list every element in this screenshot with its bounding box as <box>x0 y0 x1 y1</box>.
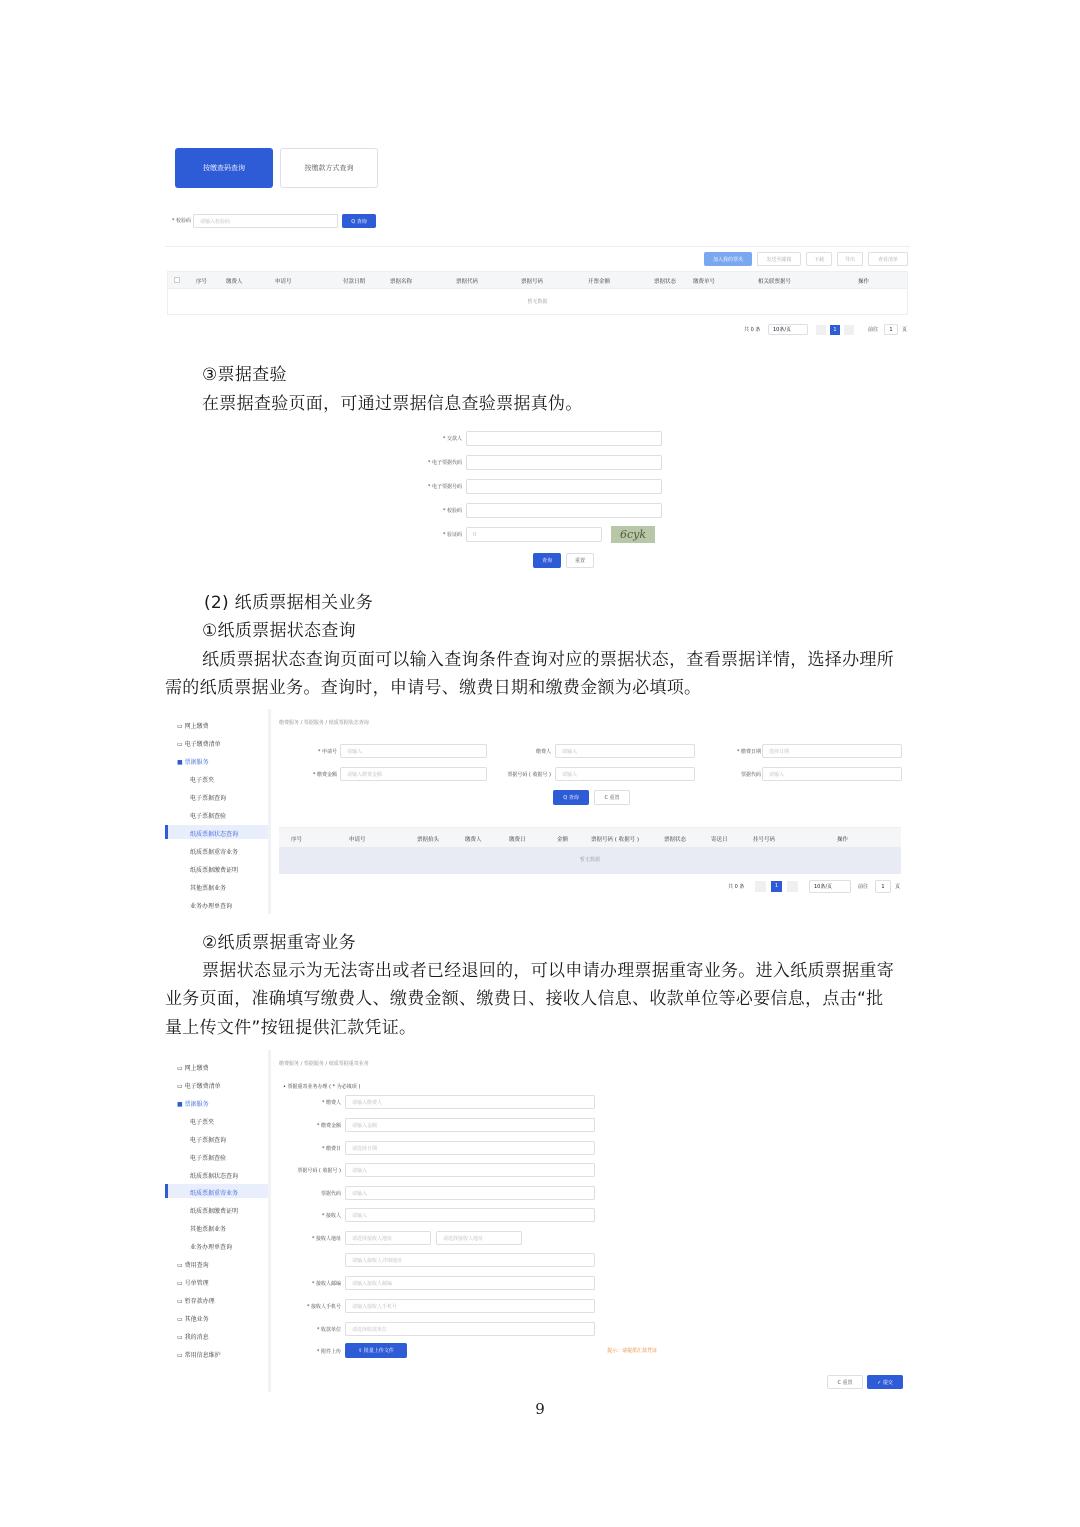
next-page-button[interactable] <box>787 881 798 892</box>
bill-no-input[interactable]: 请输入 <box>555 767 695 781</box>
sidebar-item-pay-list[interactable]: ▭ 电子缴费清单 <box>177 741 221 748</box>
bill-code-input[interactable]: 请输入 <box>345 1186 595 1200</box>
sidebar-item-e-verify[interactable]: 电子票据查验 <box>190 813 227 820</box>
section-title: • 票据重寄业务办理 ( * 为必填项 ) <box>283 1084 361 1090</box>
col-action: 操作 <box>837 837 849 843</box>
phone-label: * 接收人手机号 <box>306 1304 341 1310</box>
col-bill-no: 票据号码 ( 收据号 ) <box>591 837 640 843</box>
payer-label: * 缴费人 <box>321 1100 341 1106</box>
col-pay-no: 缴费单号 <box>693 279 716 285</box>
col-apply-no: 申请号 <box>275 279 292 285</box>
page-size-select[interactable]: 10条/页 <box>809 880 851 893</box>
receiver-label: * 接收人 <box>321 1213 341 1219</box>
send-email-button[interactable]: 发送至邮箱 <box>757 252 801 266</box>
sidebar-item-info-maintain[interactable]: ▭ 常用信息维护 <box>177 1352 221 1359</box>
export-button[interactable]: 导出 <box>837 252 863 266</box>
bill-code-input[interactable]: 请输入 <box>762 767 902 781</box>
screenshot-invoice-query <box>165 140 915 340</box>
apply-no-label: * 申请号 <box>317 749 337 755</box>
sidebar-item-online-pay[interactable]: ▭ 网上缴费 <box>177 1065 209 1072</box>
next-page-button[interactable] <box>844 325 854 335</box>
col-apply-no: 申请号 <box>349 837 366 843</box>
screenshot-bill-verify-form <box>415 425 675 575</box>
paragraph-paper-resend-3: 量上传文件”按钮提供汇款凭证。 <box>165 1018 417 1038</box>
zip-input[interactable]: 请输入接收人邮编 <box>345 1276 595 1290</box>
payee-select[interactable]: 请选择收款单位 <box>345 1322 595 1336</box>
bill-code-label: 票据代码 <box>320 1191 341 1197</box>
captcha-input[interactable]: 0 <box>466 527 602 542</box>
apply-no-input[interactable]: 请输入 <box>340 744 487 758</box>
sidebar-item-other-bill[interactable]: 其他票据业务 <box>190 1226 227 1233</box>
sidebar-item-paper-proof[interactable]: 纸质票据缴费证明 <box>190 867 239 874</box>
col-amount: 金额 <box>557 837 569 843</box>
address-detail-input[interactable]: 请输入接收人详细地址 <box>345 1253 595 1267</box>
upload-hint: 提示：请提供汇款凭证 <box>607 1348 658 1354</box>
batch-upload-button[interactable]: ⇪ 批量上传文件 <box>345 1343 407 1358</box>
payer-label: 缴费人 <box>535 749 551 755</box>
check-code-input[interactable] <box>466 503 662 518</box>
table-header <box>167 271 908 289</box>
e-bill-code-input[interactable] <box>466 455 662 470</box>
sidebar-item-bill-service[interactable]: ■ 票据服务 <box>177 1101 209 1108</box>
total-count: 共 0 条 <box>728 884 745 890</box>
sidebar <box>165 709 268 914</box>
breadcrumb: 缴费服务 / 票据服务 / 纸质票据状态查询 <box>279 720 369 726</box>
download-button[interactable]: 下载 <box>806 252 832 266</box>
sidebar-item-e-query[interactable]: 电子票据查询 <box>190 795 227 802</box>
sidebar-item-paper-resend[interactable]: 纸质票据重寄业务 <box>190 1190 239 1197</box>
pay-amount-label: * 缴费金额 <box>312 772 337 778</box>
captcha-image[interactable]: 6cyk <box>611 526 655 543</box>
query-button[interactable]: Q 查询 <box>553 790 589 805</box>
phone-input[interactable]: 请输入接收人手机号 <box>345 1299 595 1313</box>
col-status: 票据状态 <box>664 837 687 843</box>
amount-label: * 缴费金额 <box>316 1123 341 1129</box>
sidebar-item-paper-status[interactable]: 纸质票据状态查询 <box>190 831 239 838</box>
select-all-checkbox[interactable] <box>174 277 180 283</box>
paragraph-paper-resend-2: 业务页面，准确填写缴费人、缴费金额、缴费日、接收人信息、收款单位等必要信息，点击“批 <box>165 989 884 1009</box>
goto-label: 前往 <box>858 884 869 890</box>
col-index: 序号 <box>196 279 208 285</box>
bill-no-input[interactable]: 请输入 <box>345 1163 595 1177</box>
col-send-date: 寄送日 <box>711 837 728 843</box>
page-number: 9 <box>535 1400 545 1418</box>
address-label: * 接收人地址 <box>311 1236 341 1242</box>
bill-code-label: 票据代码 <box>740 772 761 778</box>
divider <box>165 246 910 247</box>
sidebar-item-bill-service[interactable]: ■ 票据服务 <box>177 759 209 766</box>
main-panel <box>271 709 915 914</box>
reset-button[interactable]: 重置 <box>566 553 594 568</box>
breadcrumb: 缴费服务 / 票据服务 / 纸质票据重寄业务 <box>279 1061 369 1067</box>
col-bill-title: 票据抬头 <box>417 837 440 843</box>
sidebar-item-pay-list[interactable]: ▭ 电子缴费清单 <box>177 1083 221 1090</box>
reset-button[interactable]: C 重置 <box>827 1375 863 1389</box>
sidebar-item-paper-proof[interactable]: 纸质票据缴费证明 <box>190 1208 239 1215</box>
col-amount: 开票金额 <box>588 279 611 285</box>
pay-date-label: * 缴费日期 <box>736 749 761 755</box>
prev-page-button[interactable] <box>755 881 766 892</box>
submit-button[interactable]: ✓ 提交 <box>867 1375 903 1389</box>
sidebar-item-e-folder[interactable]: 电子票夹 <box>190 1119 215 1126</box>
payer-label: * 交款人 <box>442 436 462 442</box>
e-bill-no-input[interactable] <box>466 479 662 494</box>
table-empty: 暂无数据 <box>167 289 908 315</box>
sidebar-item-paper-status[interactable]: 纸质票据状态查询 <box>190 1173 239 1180</box>
bill-no-label: 票据号码 ( 收据号 ) <box>297 1168 341 1174</box>
col-pay-date: 付款日期 <box>343 279 366 285</box>
sidebar-item-messages[interactable]: ▭ 我的消息 <box>177 1334 209 1341</box>
sidebar-item-order-query[interactable]: 业务办理单查询 <box>190 1244 233 1251</box>
sidebar-item-online-pay[interactable]: ▭ 网上缴费 <box>177 723 209 730</box>
col-action: 操作 <box>858 279 870 285</box>
prev-page-button[interactable] <box>816 325 826 335</box>
sidebar-item-paper-resend[interactable]: 纸质票据重寄业务 <box>190 849 239 856</box>
sidebar-item-other[interactable]: 其他票据业务 <box>190 885 227 892</box>
paragraph-paper-status-1: 纸质票据状态查询页面可以输入查询条件查询对应的票据状态，查看票据详情，选择办理所 <box>202 650 894 670</box>
table-empty: 暂无数据 <box>279 847 901 874</box>
verify-code-input[interactable]: 请输入校验码 <box>193 214 338 228</box>
heading-paper-status: ①纸质票据状态查询 <box>202 621 356 641</box>
pay-date-input[interactable]: 请选择日期 <box>345 1141 595 1155</box>
heading-bill-verify: ③票据查验 <box>202 365 287 385</box>
paragraph-paper-resend-1: 票据状态显示为无法寄出或者已经退回的，可以申请办理票据重寄业务。进入纸质票据重寄 <box>202 961 894 981</box>
page-unit: 页 <box>895 884 901 890</box>
col-bill-name: 票据名称 <box>390 279 413 285</box>
payer-input[interactable]: 请输入缴费人 <box>345 1095 595 1109</box>
tab-by-payment-method[interactable]: 按缴款方式查询 <box>280 148 378 188</box>
col-bill-no: 票据号码 <box>521 279 544 285</box>
address-province-select[interactable]: 请选择接收人地址 <box>345 1231 431 1245</box>
view-list-button[interactable]: 查看清单 <box>868 252 908 266</box>
address-city-select[interactable]: 请选择接收人地址 <box>436 1231 522 1245</box>
sidebar-item-e-verify[interactable]: 电子票据查验 <box>190 1155 227 1162</box>
goto-input[interactable]: 1 <box>884 324 898 335</box>
section-paper-bill: (2) 纸质票据相关业务 <box>204 593 374 613</box>
goto-label: 前往 <box>868 327 879 333</box>
sidebar-item-deposit[interactable]: ▭ 暂存款办理 <box>177 1298 215 1305</box>
sidebar-item-other-business[interactable]: ▭ 其他业务 <box>177 1316 209 1323</box>
goto-input[interactable]: 1 <box>875 880 891 893</box>
heading-paper-resend: ②纸质票据重寄业务 <box>202 933 356 953</box>
pay-amount-input[interactable]: 请输入缴费金额 <box>340 767 487 781</box>
main-panel <box>271 1050 915 1392</box>
captcha-label: * 验证码 <box>442 532 462 538</box>
col-pay-date: 缴费日 <box>509 837 526 843</box>
e-bill-code-label: * 电子票据代码 <box>427 460 462 466</box>
col-payer: 缴费人 <box>226 279 243 285</box>
col-related-no: 相关联票据号 <box>758 279 792 285</box>
payer-input[interactable]: 请输入 <box>555 744 695 758</box>
col-payer: 缴费人 <box>465 837 482 843</box>
zip-label: * 接收人邮编 <box>311 1281 341 1287</box>
verify-code-label: * 校验码 <box>171 218 191 224</box>
pay-date-label: * 缴费日 <box>321 1146 341 1152</box>
tab-by-payment-code[interactable]: 按缴查码查询 <box>175 148 273 188</box>
payee-label: * 收款单位 <box>316 1327 341 1333</box>
page-unit: 页 <box>902 327 908 333</box>
attachment-label: * 附件上传 <box>316 1349 341 1355</box>
pagination <box>721 880 906 894</box>
page-1[interactable]: 1 <box>771 881 782 892</box>
paragraph-bill-verify: 在票据查验页面，可通过票据信息查验票据真伪。 <box>202 394 583 414</box>
receiver-input[interactable]: 请输入 <box>345 1208 595 1222</box>
query-button[interactable]: 查询 <box>533 553 561 568</box>
sidebar-item-number-manage[interactable]: ▭ 号单管理 <box>177 1280 209 1287</box>
sidebar-item-e-query[interactable]: 电子票据查询 <box>190 1137 227 1144</box>
search-button[interactable]: Q 查询 <box>342 214 376 228</box>
page-1[interactable]: 1 <box>830 325 840 335</box>
page-size-select[interactable]: 10条/页 <box>768 324 808 335</box>
col-status: 票据状态 <box>654 279 677 285</box>
col-index: 序号 <box>291 837 303 843</box>
sidebar-item-e-folder[interactable]: 电子票夹 <box>190 777 215 784</box>
add-to-folder-button[interactable]: 加入我的票夹 <box>704 252 752 266</box>
sidebar-item-fee-query[interactable]: ▭ 费用查询 <box>177 1262 209 1269</box>
screenshot-paper-status-query <box>165 709 915 914</box>
total-count: 共 0 条 <box>744 327 761 333</box>
col-reg-no: 挂号号码 <box>753 837 776 843</box>
pay-date-input[interactable]: 选择日期 <box>762 744 902 758</box>
payer-input[interactable] <box>466 431 662 446</box>
col-bill-code: 票据代码 <box>456 279 479 285</box>
amount-input[interactable]: 请输入金额 <box>345 1118 595 1132</box>
screenshot-paper-resend <box>165 1050 915 1392</box>
check-code-label: * 校验码 <box>442 508 462 514</box>
e-bill-no-label: * 电子票据号码 <box>427 484 462 490</box>
sidebar <box>165 1050 268 1392</box>
paragraph-paper-status-2: 需的纸质票据业务。查询时，申请号、缴费日期和缴费金额为必填项。 <box>165 678 702 698</box>
bill-no-label: 票据号码 ( 收据号 ) <box>507 772 551 778</box>
pagination <box>740 324 910 336</box>
sidebar-item-order-query[interactable]: 业务办理单查询 <box>190 903 233 910</box>
table-header <box>279 827 901 847</box>
reset-button[interactable]: C 重置 <box>594 790 630 805</box>
